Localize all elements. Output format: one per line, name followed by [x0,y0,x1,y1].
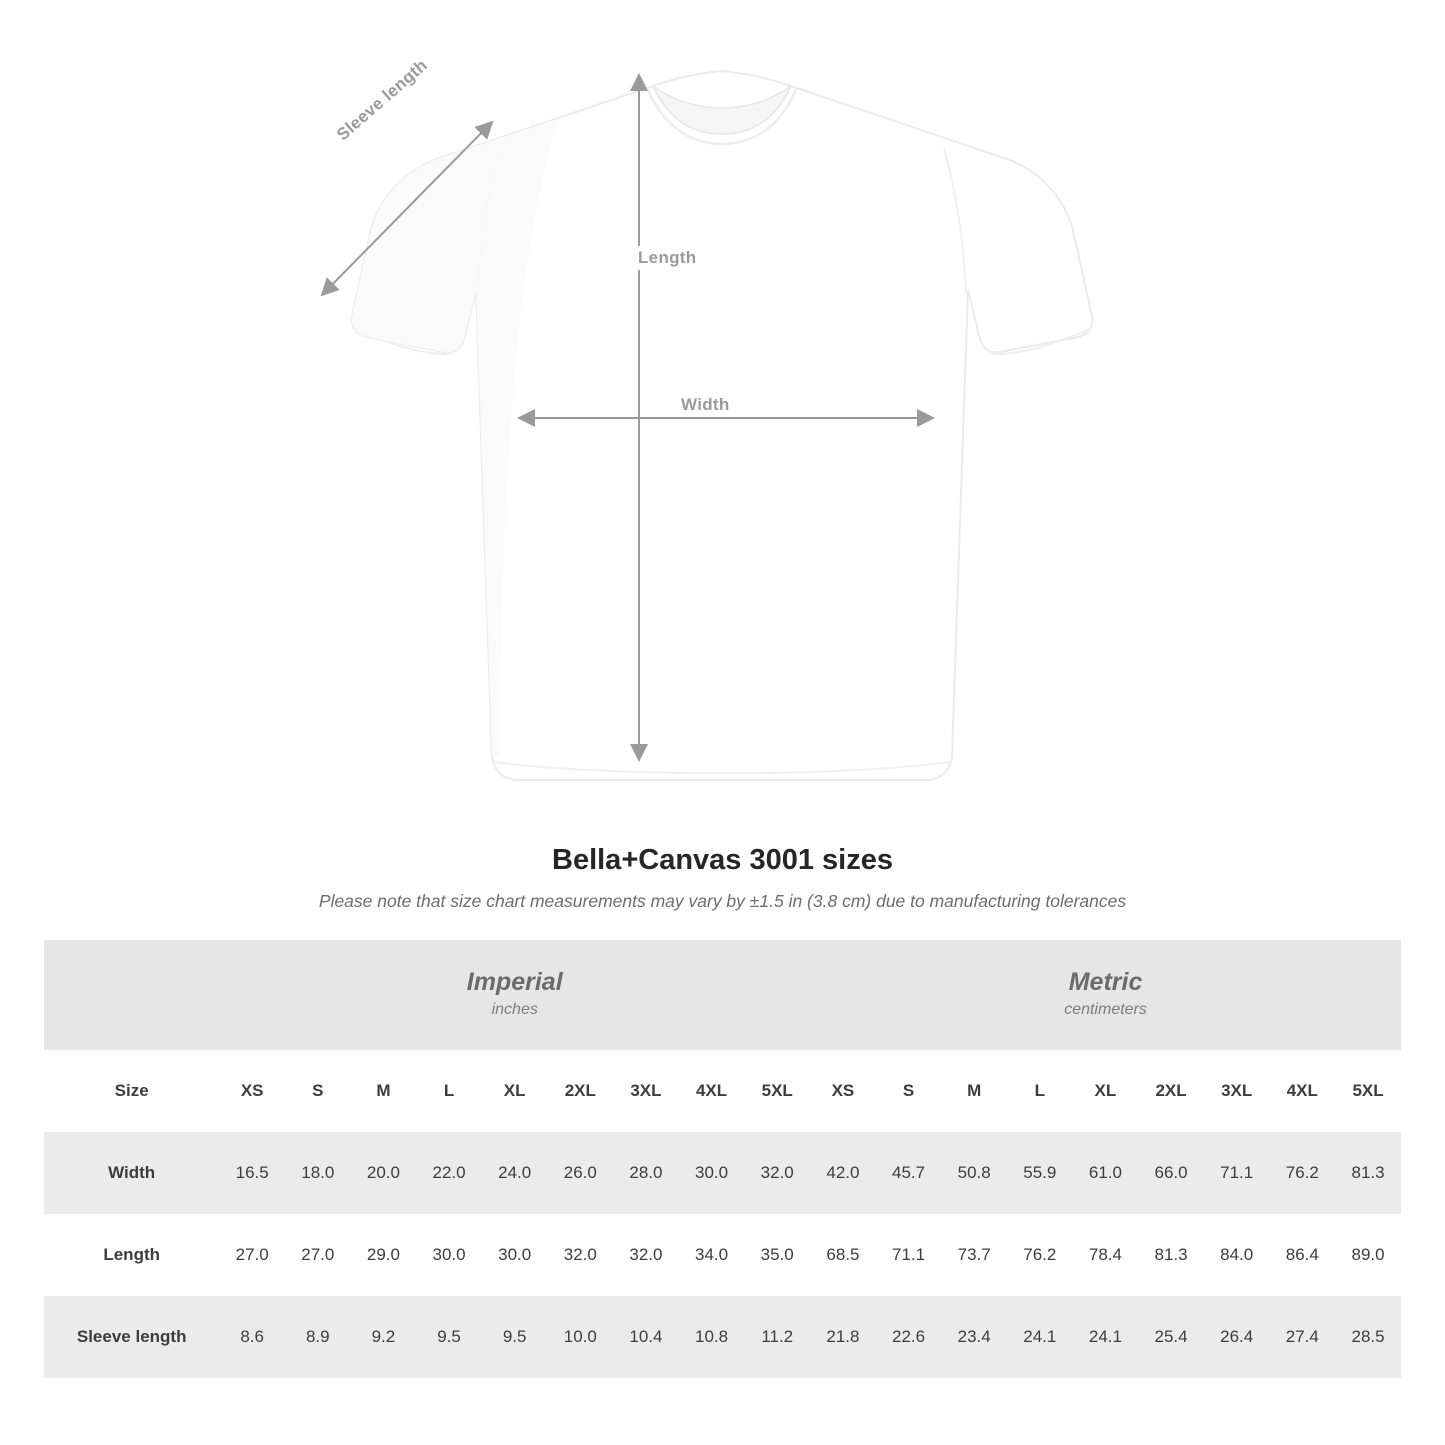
size-header-xl-imperial: XL [482,1050,548,1132]
cell-width-cm-l: 55.9 [1007,1132,1073,1214]
cell-length-cm-s: 71.1 [876,1214,942,1296]
cell-length-in-m: 29.0 [351,1214,417,1296]
size-corner-label: Size [44,1050,219,1132]
cell-length-cm-5xl: 89.0 [1335,1214,1401,1296]
cell-width-cm-5xl: 81.3 [1335,1132,1401,1214]
cell-width-cm-4xl: 76.2 [1269,1132,1335,1214]
size-header-s-imperial: S [285,1050,351,1132]
cell-length-in-s: 27.0 [285,1214,351,1296]
size-header-xs-imperial: XS [219,1050,285,1132]
cell-sleeve-cm-5xl: 28.5 [1335,1296,1401,1378]
cell-width-in-3xl: 28.0 [613,1132,679,1214]
row-label-length: Length [44,1214,219,1296]
cell-width-in-4xl: 30.0 [679,1132,745,1214]
cell-length-in-l: 30.0 [416,1214,482,1296]
size-header-3xl-imperial: 3XL [613,1050,679,1132]
unit-group-metric-name: Metric [1068,967,1143,996]
cell-width-cm-xs: 42.0 [810,1132,876,1214]
unit-group-imperial [219,940,810,1050]
cell-width-in-s: 18.0 [285,1132,351,1214]
cell-width-cm-m: 50.8 [941,1132,1007,1214]
unit-header-spacer [44,940,219,1050]
cell-length-cm-xl: 78.4 [1073,1214,1139,1296]
size-header-4xl-metric: 4XL [1269,1050,1335,1132]
page-title: Bella+Canvas 3001 sizes [552,844,893,876]
cell-length-in-5xl: 35.0 [744,1214,810,1296]
cell-length-cm-2xl: 81.3 [1138,1214,1204,1296]
cell-width-cm-s: 45.7 [876,1132,942,1214]
cell-sleeve-in-4xl: 10.8 [679,1296,745,1378]
size-table-body [44,1132,1401,1378]
size-header-m-imperial: M [351,1050,417,1132]
cell-sleeve-cm-s: 22.6 [876,1296,942,1378]
length-dimension-label: Length [632,246,702,270]
cell-length-in-3xl: 32.0 [613,1214,679,1296]
size-header-5xl-metric: 5XL [1335,1050,1401,1132]
table-row [44,1296,1401,1378]
cell-length-cm-m: 73.7 [941,1214,1007,1296]
size-header-4xl-imperial: 4XL [679,1050,745,1132]
cell-sleeve-in-l: 9.5 [416,1296,482,1378]
cell-sleeve-cm-xs: 21.8 [810,1296,876,1378]
row-label-sleeve-length: Sleeve length [44,1296,219,1378]
cell-length-cm-3xl: 84.0 [1204,1214,1270,1296]
size-header-xs-metric: XS [810,1050,876,1132]
cell-length-cm-xs: 68.5 [810,1214,876,1296]
cell-width-in-l: 22.0 [416,1132,482,1214]
width-dimension-label: Width [673,393,738,417]
tolerance-note: Please note that size chart measurements may vary by ±1.5 in (3.8 cm) due to manufacturing tolerances [318,891,1127,911]
cell-sleeve-cm-xl: 24.1 [1073,1296,1139,1378]
cell-length-cm-l: 76.2 [1007,1214,1073,1296]
size-header-s-metric: S [876,1050,942,1132]
size-table-head [44,940,1401,1132]
size-header-3xl-metric: 3XL [1204,1050,1270,1132]
cell-sleeve-cm-4xl: 27.4 [1269,1296,1335,1378]
cell-length-in-2xl: 32.0 [547,1214,613,1296]
cell-length-in-xl: 30.0 [482,1214,548,1296]
chart-heading [0,844,1445,912]
cell-sleeve-cm-m: 23.4 [941,1296,1007,1378]
cell-width-in-m: 20.0 [351,1132,417,1214]
cell-sleeve-in-2xl: 10.0 [547,1296,613,1378]
size-table-wrapper [44,940,1401,1378]
cell-sleeve-cm-2xl: 25.4 [1138,1296,1204,1378]
cell-sleeve-in-s: 8.9 [285,1296,351,1378]
cell-sleeve-in-m: 9.2 [351,1296,417,1378]
cell-width-cm-3xl: 71.1 [1204,1132,1270,1214]
cell-sleeve-in-xs: 8.6 [219,1296,285,1378]
size-header-xl-metric: XL [1073,1050,1139,1132]
unit-header-row [44,940,1401,1050]
size-header-m-metric: M [941,1050,1007,1132]
size-header-2xl-imperial: 2XL [547,1050,613,1132]
size-header-row [44,1050,1401,1132]
cell-sleeve-in-xl: 9.5 [482,1296,548,1378]
cell-sleeve-in-5xl: 11.2 [744,1296,810,1378]
unit-group-metric [810,940,1401,1050]
cell-sleeve-cm-3xl: 26.4 [1204,1296,1270,1378]
cell-width-in-xl: 24.0 [482,1132,548,1214]
size-header-l-metric: L [1007,1050,1073,1132]
cell-length-in-xs: 27.0 [219,1214,285,1296]
cell-width-cm-xl: 61.0 [1073,1132,1139,1214]
size-table [44,940,1401,1378]
table-row [44,1132,1401,1214]
size-header-2xl-metric: 2XL [1138,1050,1204,1132]
row-label-width: Width [44,1132,219,1214]
cell-sleeve-in-3xl: 10.4 [613,1296,679,1378]
sleeve-length-dimension-label: Sleeve length [333,55,432,145]
tshirt-shape [352,71,1093,780]
unit-group-imperial-sub: inches [491,1000,538,1018]
table-row [44,1214,1401,1296]
unit-group-imperial-name: Imperial [466,967,563,996]
cell-length-in-4xl: 34.0 [679,1214,745,1296]
size-header-l-imperial: L [416,1050,482,1132]
size-header-5xl-imperial: 5XL [744,1050,810,1132]
cell-width-cm-2xl: 66.0 [1138,1132,1204,1214]
cell-width-in-2xl: 26.0 [547,1132,613,1214]
unit-group-metric-sub: centimeters [1064,1000,1147,1018]
cell-width-in-5xl: 32.0 [744,1132,810,1214]
cell-length-cm-4xl: 86.4 [1269,1214,1335,1296]
cell-sleeve-cm-l: 24.1 [1007,1296,1073,1378]
cell-width-in-xs: 16.5 [219,1132,285,1214]
